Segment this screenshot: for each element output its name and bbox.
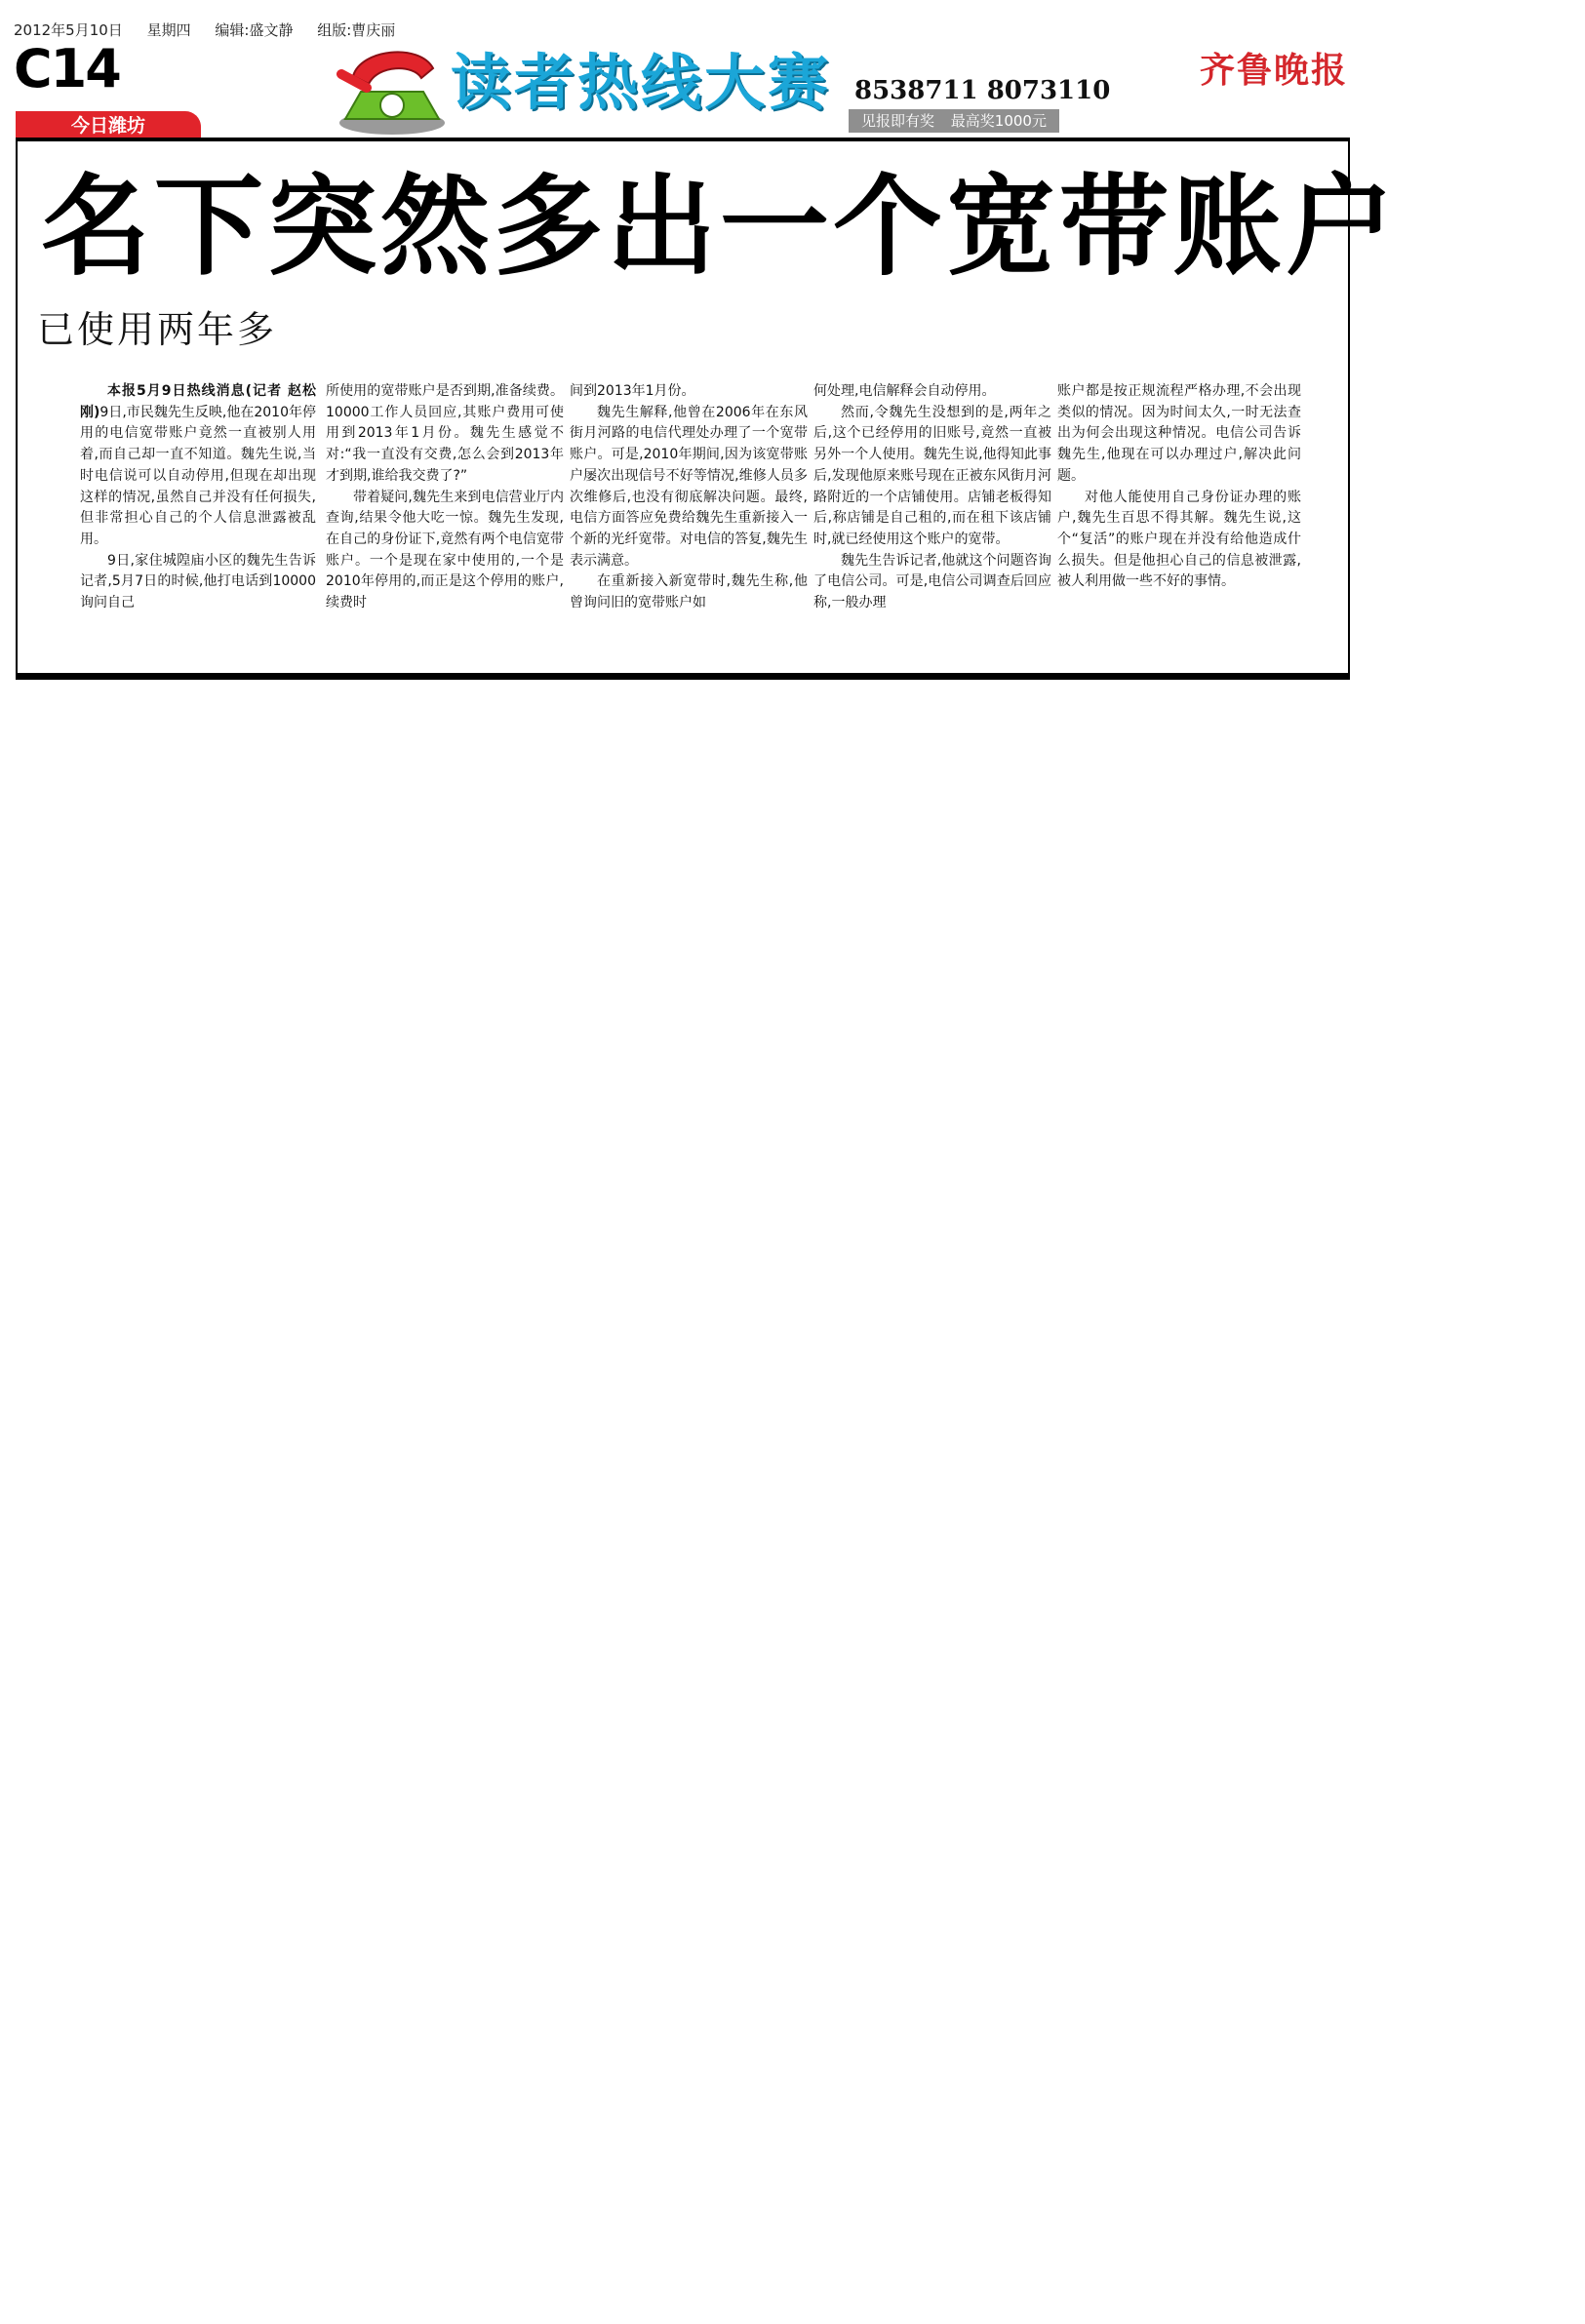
layout-credit: 组版:曹庆丽 [317, 21, 396, 39]
article-headline: 名下突然多出一个宽带账户 [41, 164, 1399, 291]
article-paragraph: 何处理,电信解释会自动停用。 [813, 383, 996, 399]
section-tab: 今日潍坊 [16, 111, 201, 140]
article-paragraph: 在重新接入新宽带时,魏先生称,他曾询问旧的宽带账户如 [570, 573, 808, 611]
article-paragraph: 对他人能使用自己身份证办理的账户,魏先生百思不得其解。魏先生说,这个“复活”的账户现在并没有给他造成什么损失。但是他担心自己的信息被泄露,被人利用做一些不好的事情。 [1057, 489, 1301, 590]
hotline-tagline [849, 109, 1059, 133]
hotline-numbers: 8538711 8073110 [854, 76, 1111, 105]
editor-credit: 编辑:盛文静 [215, 21, 294, 39]
article-bottom-rule [16, 673, 1350, 680]
article-column-2 [326, 381, 564, 614]
article-paragraph: 账户都是按正规流程严格办理,不会出现类似的情况。因为时间太久,一时无法查出为何会出现这种情况。电信公司告诉魏先生,他现在可以办理过户,解决此问题。 [1057, 383, 1301, 484]
page-number: C14 [14, 38, 120, 99]
article-paragraph: 间到2013年1月份。 [570, 383, 695, 399]
article-column-3 [570, 381, 808, 614]
article-text: 9日,市民魏先生反映,他在2010年停用的电信宽带账户竟然一直被别人用着,而自己却一直不知道。魏先生说,当时电信说可以自动停用,但现在却出现这样的情况,虽然自己并没有任何损失,但非常担心自己的个人信息泄露被乱用。 [80, 404, 317, 547]
newspaper-masthead: 齐鲁晚报 [1200, 50, 1349, 91]
hotline-tagline-left: 见报即有奖 [861, 112, 935, 130]
article [16, 141, 1399, 674]
article-subheadline: 已使用两年多 [37, 308, 278, 351]
issue-date: 2012年5月10日 [14, 21, 123, 39]
article-paragraph [80, 381, 316, 551]
telephone-icon [332, 35, 449, 138]
article-paragraph: 9日,家住城隍庙小区的魏先生告诉记者,5月7日的时候,他打电话到10000询问自己 [80, 552, 316, 611]
issue-weekday: 星期四 [146, 21, 191, 39]
article-paragraph: 然而,令魏先生没想到的是,两年之后,这个已经停用的旧账号,竟然一直被另外一个人使用。魏先生说,他得知此事后,发现他原来账号现在正被东风街月河路附近的一个店铺使用。店铺老板得知后,称店铺是自己租的,而在租下该店铺时,就已经使用这个账户的宽带。 [813, 404, 1051, 547]
article-paragraph: 所使用的宽带账户是否到期,准备续费。10000工作人员回应,其账户费用可使用到2013年1月份。魏先生感觉不对:“我一直没有交费,怎么会到2013年才到期,谁给我交费了?” [326, 383, 564, 484]
hotline-tagline-right: 最高奖1000元 [950, 112, 1047, 130]
article-lead: 本报5月9日热线消息(记者 赵松刚) [80, 383, 316, 420]
article-paragraph: 魏先生告诉记者,他就这个问题咨询了电信公司。可是,电信公司调查后回应称,一般办理 [813, 552, 1051, 611]
article-column-4 [813, 381, 1051, 614]
article-column-1 [80, 381, 316, 614]
article-paragraph: 带着疑问,魏先生来到电信营业厅内查询,结果令他大吃一惊。魏先生发现,在自己的身份证下,竟然有两个电信宽带账户。一个是现在家中使用的,一个是2010年停用的,而正是这个停用的账户,续费时 [326, 489, 564, 611]
article-column-5 [1057, 381, 1301, 593]
article-paragraph: 魏先生解释,他曾在2006年在东风街月河路的电信代理处办理了一个宽带账户。可是,2010年期间,因为该宽带账户屡次出现信号不好等情况,维修人员多次维修后,也没有彻底解决问题。最终,电信方面答应免费给魏先生重新接入一个新的光纤宽带。对电信的答复,魏先生表示满意。 [570, 404, 808, 569]
hotline-banner-title: 读者热线大赛 [451, 47, 832, 118]
